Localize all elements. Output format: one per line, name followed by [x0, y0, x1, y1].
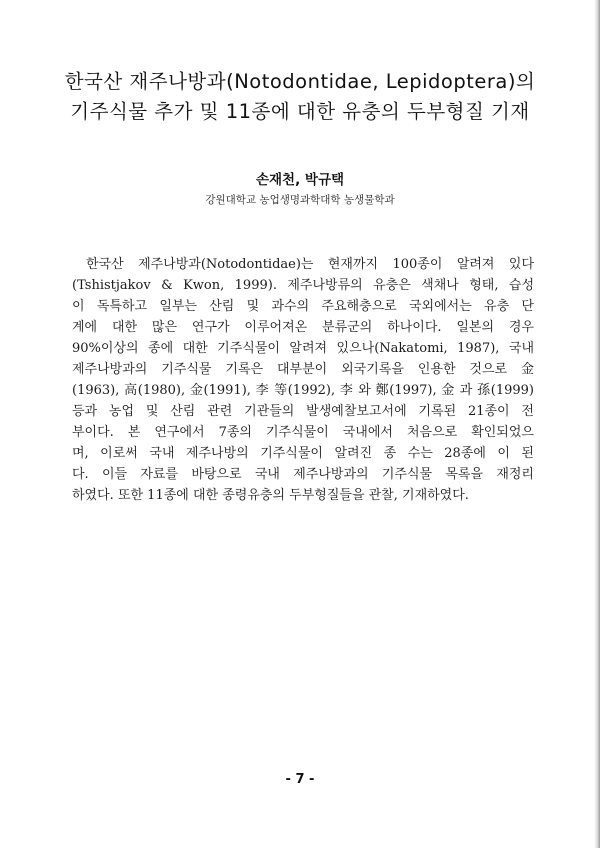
- abstract-line: (Tshistjakov & Kwon, 1999). 제주나방류의 유충은 색채나 형태, 습성: [72, 278, 534, 293]
- affiliation: 강원대학교 농업생명과학대학 농생물학과: [205, 194, 395, 206]
- abstract-line: 며, 이로써 국내 제주나방의 기주식물이 알려진 종 수는 28종에 이 된: [72, 446, 534, 461]
- abstract-line: 등과 농업 및 산림 관련 기관들의 발생예찰보고서에 기록된 21종이 전: [72, 404, 534, 419]
- title-line-2: 기주식물 추가 및 11종에 대한 유충의 두부형질 기재: [70, 100, 530, 123]
- page-number: - 7 -: [285, 772, 315, 787]
- abstract-line: 90%이상의 종에 대한 기주식물이 알려져 있으나(Nakatomi, 1987), 국내: [72, 341, 534, 356]
- abstract-line: (1963), 高(1980), 金(1991), 李 等(1992), 李 와 鄭(1997), 金 과 孫(1999): [72, 383, 534, 398]
- title-line-1: 한국산 재주나방과(Notodontidae, Lepidoptera)의: [64, 70, 536, 93]
- abstract-line: 하였다. 또한 11종에 대한 종령유충의 두부형질들을 관찰, 기재하였다.: [72, 488, 469, 503]
- abstract-line: 계에 대한 많은 연구가 이루어져온 분류군의 하나이다. 일본의 경우: [72, 320, 534, 335]
- abstract-line: 이 독특하고 일부는 산림 및 과수의 주요해충으로 국외에서는 유충 단: [72, 299, 534, 314]
- page-edge-shadow: [594, 0, 600, 848]
- abstract-line: 제주나방과의 기주식물 기록은 대부분이 외국기록을 인용한 것으로 金: [72, 362, 534, 377]
- abstract-body: [72, 254, 534, 506]
- abstract-line: 한국산 제주나방과(Notodontidae)는 현재까지 100종이 알려져 있다: [86, 257, 534, 272]
- abstract-line: 다. 이들 자료를 바탕으로 국내 제주나방과의 기주식물 목록을 재정리: [72, 467, 534, 482]
- abstract-line: 부이다. 본 연구에서 7종의 기주식물이 국내에서 처음으로 확인되었으: [72, 425, 534, 440]
- authors: 손재천, 박규택: [255, 172, 345, 188]
